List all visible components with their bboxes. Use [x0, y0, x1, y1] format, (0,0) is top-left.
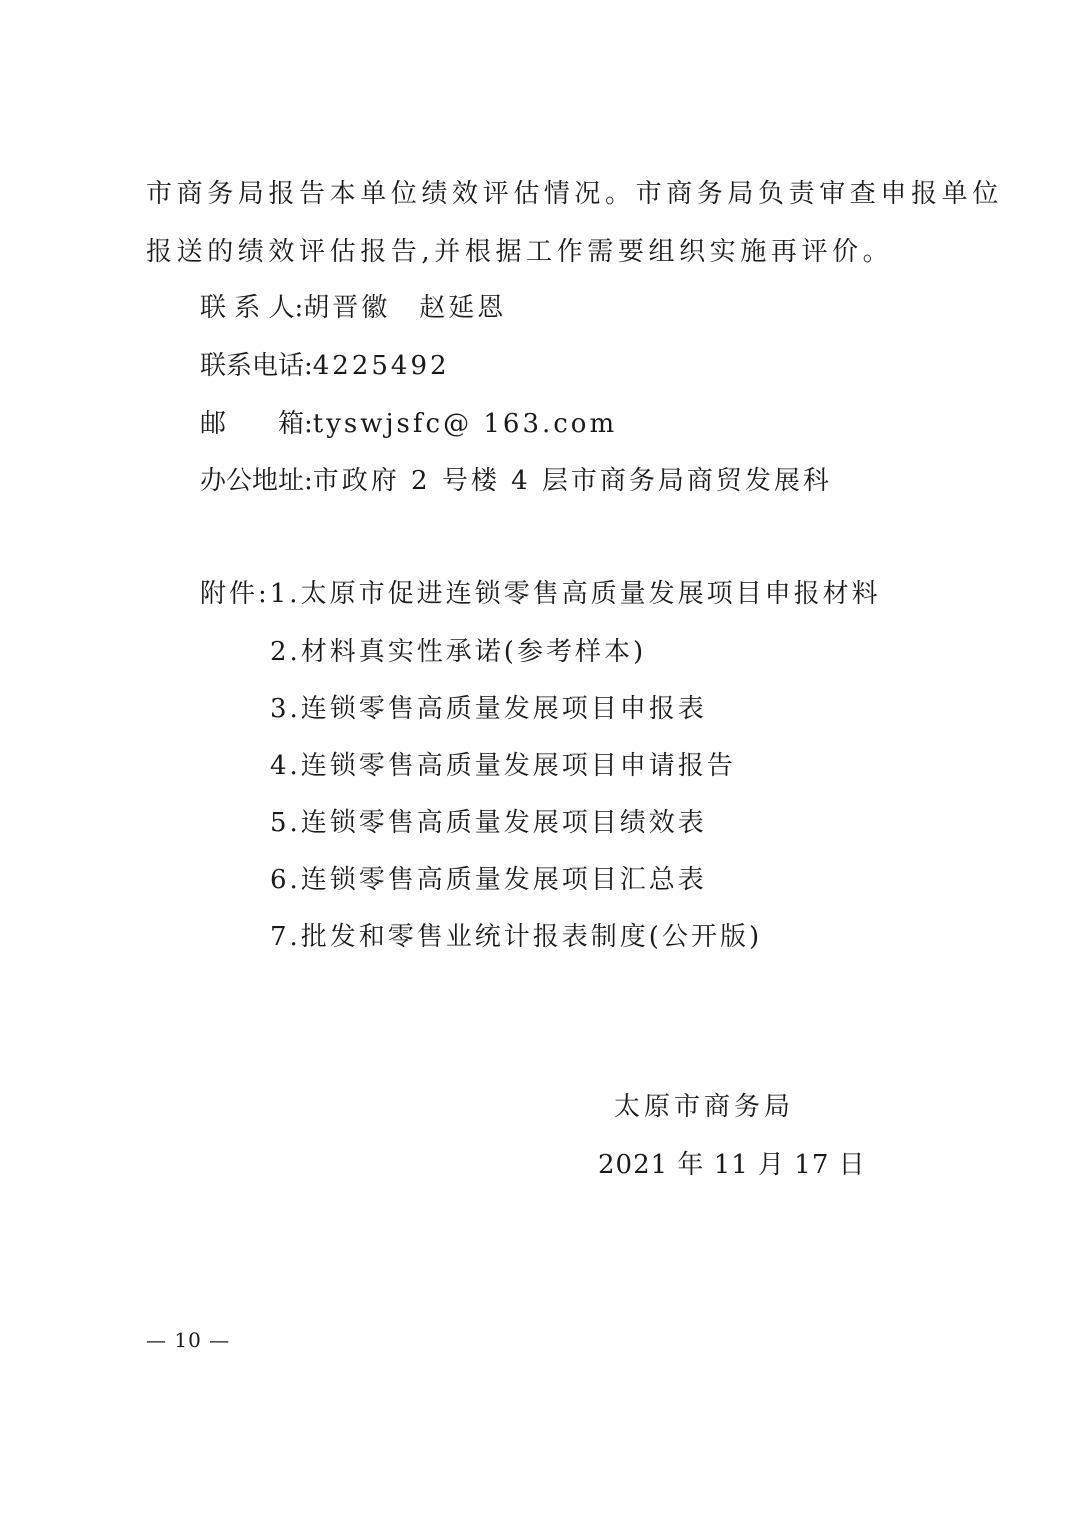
contact-person-label: 联 系 人:	[200, 293, 304, 323]
attachment-item-3: 3.连锁零售高质量发展项目申报表	[270, 694, 707, 724]
contact-address-label: 办公地址:	[200, 466, 313, 496]
attachment-item-5: 5.连锁零售高质量发展项目绩效表	[270, 808, 707, 838]
attachments-label: 附件:	[200, 579, 270, 609]
contact-person-row	[200, 292, 506, 324]
contact-address-value: 市政府 2 号楼 4 层市商务局商贸发展科	[312, 466, 832, 496]
contact-address-row	[200, 465, 832, 497]
attachment-item-6: 6.连锁零售高质量发展项目汇总表	[270, 865, 707, 895]
attachment-item-7: 7.批发和零售业统计报表制度(公开版)	[270, 922, 763, 952]
contact-phone-label: 联系电话:	[200, 351, 313, 381]
body-paragraph-line-1: 市商务局报告本单位绩效评估情况。市商务局负责审查申报单位	[146, 179, 1003, 209]
attachment-item-1	[200, 578, 881, 610]
contact-person-value: 胡晋徽 赵延恩	[303, 293, 507, 323]
contact-email-value: tyswjsfc@ 163.com	[312, 409, 618, 439]
attachment-item-2: 2.材料真实性承诺(参考样本)	[270, 637, 647, 667]
page-number: — 10 —	[146, 1328, 231, 1352]
contact-phone-row	[200, 350, 450, 382]
contact-email-row	[200, 408, 617, 440]
signature-organization: 太原市商务局	[614, 1092, 795, 1122]
attachment-item-label: 1.太原市促进连锁零售高质量发展项目申报材料	[269, 579, 881, 609]
body-paragraph-line-2: 报送的绩效评估报告,并根据工作需要组织实施再评价。	[146, 237, 894, 267]
signature-date: 2021 年 11 月 17 日	[598, 1150, 866, 1180]
attachment-item-4: 4.连锁零售高质量发展项目申请报告	[270, 751, 736, 781]
contact-phone-value: 4225492	[312, 351, 450, 381]
contact-email-label: 邮 箱:	[200, 409, 313, 439]
